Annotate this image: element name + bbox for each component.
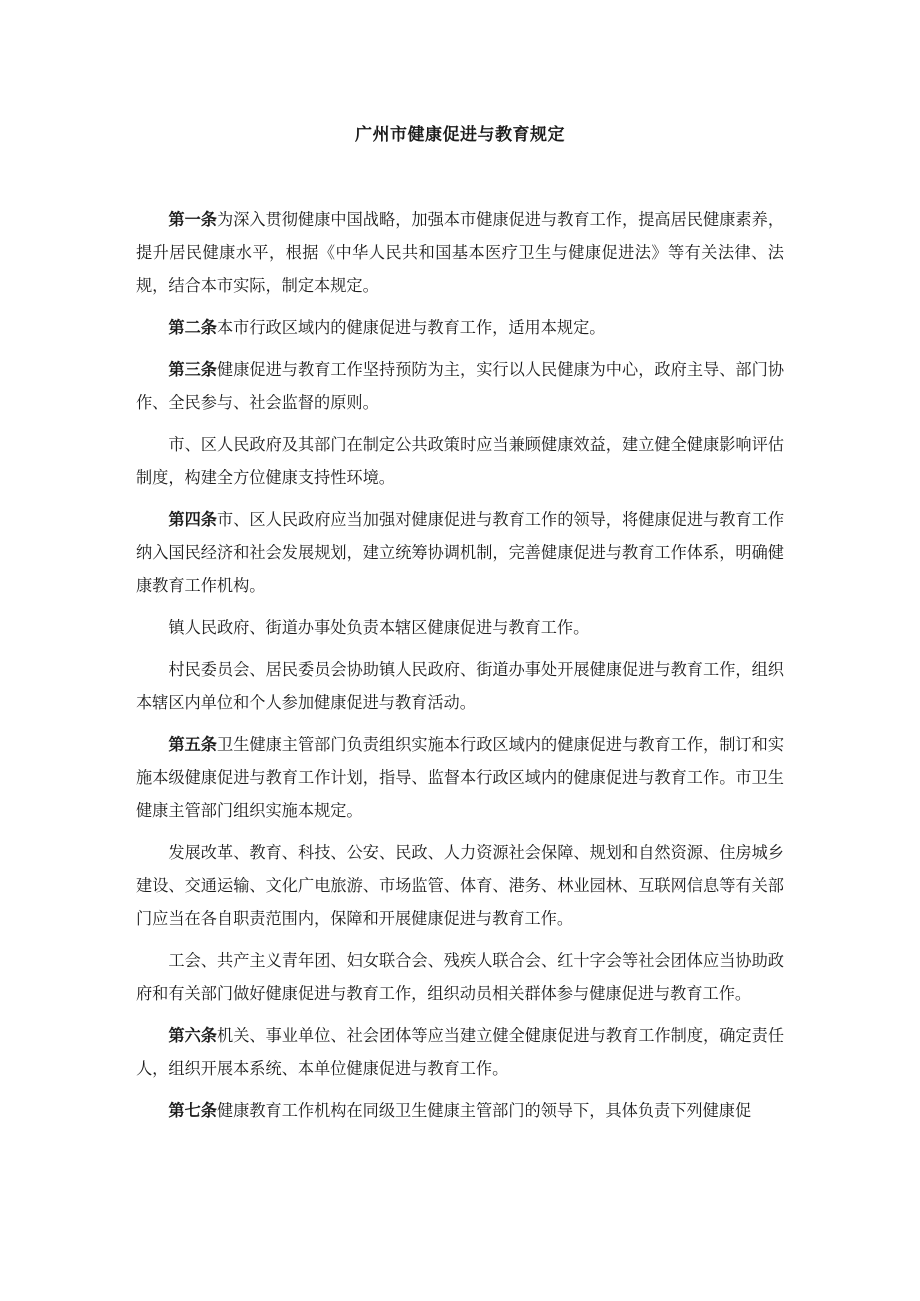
paragraph [136,428,784,494]
document-body [136,203,784,1136]
paragraph-text: 健康教育工作机构在同级卫生健康主管部门的领导下，具体负责下列健康促 [216,1101,752,1120]
paragraph [136,353,784,419]
paragraph-text: 健康促进与教育工作坚持预防为主，实行以人民健康为中心，政府主导、部门协作、全民参与、社会监督的原则。 [136,360,785,412]
article-number: 第七条 [168,1101,217,1120]
document-title: 广州市健康促进与教育规定 [355,125,565,145]
paragraph [136,653,784,719]
article-number: 第五条 [168,735,217,754]
paragraph-text: 镇人民政府、街道办事处负责本辖区健康促进与教育工作。 [168,618,590,637]
article-number: 第四条 [168,510,217,529]
paragraph [136,503,784,602]
paragraph [136,1094,784,1127]
paragraph [136,1019,784,1085]
paragraph-text: 卫生健康主管部门负责组织实施本行政区域内的健康促进与教育工作，制订和实施本级健康促进与教育工作计划，指导、监督本行政区域内的健康促进与教育工作。市卫生健康主管部门组织实施本规定。 [136,735,785,820]
article-number: 第三条 [168,360,217,379]
paragraph-text: 机关、事业单位、社会团体等应当建立健全健康促进与教育工作制度，确定责任人，组织开展本系统、本单位健康促进与教育工作。 [136,1026,785,1078]
paragraph [136,611,784,644]
article-number: 第六条 [168,1026,217,1045]
paragraph-text: 市、区人民政府应当加强对健康促进与教育工作的领导，将健康促进与教育工作纳入国民经济和社会发展规划，建立统筹协调机制，完善健康促进与教育工作体系，明确健康教育工作机构。 [136,510,785,595]
paragraph-text: 本市行政区域内的健康促进与教育工作，适用本规定。 [216,318,606,337]
article-number: 第二条 [168,318,217,337]
paragraph-text: 市、区人民政府及其部门在制定公共政策时应当兼顾健康效益，建立健全健康影响评估制度，构建全方位健康支持性环境。 [136,435,784,487]
paragraph [136,203,784,302]
paragraph-text: 发展改革、教育、科技、公安、民政、人力资源社会保障、规划和自然资源、住房城乡建设、交通运输、文化广电旅游、市场监管、体育、港务、林业园林、互联网信息等有关部门应当在各自职责范围内，保障和开展健康促进与教育工作。 [136,843,784,928]
paragraph [136,728,784,827]
paragraph [136,311,784,344]
paragraph-text: 村民委员会、居民委员会协助镇人民政府、街道办事处开展健康促进与教育工作，组织本辖区内单位和个人参加健康促进与教育活动。 [136,660,784,712]
article-number: 第一条 [168,210,217,229]
paragraph [136,944,784,1010]
paragraph [136,836,784,935]
paragraph-text: 工会、共产主义青年团、妇女联合会、残疾人联合会、红十字会等社会团体应当协助政府和有关部门做好健康促进与教育工作，组织动员相关群体参与健康促进与教育工作。 [136,951,784,1003]
paragraph-text: 为深入贯彻健康中国战略，加强本市健康促进与教育工作，提高居民健康素养，提升居民健康水平，根据《中华人民共和国基本医疗卫生与健康促进法》等有关法律、法规，结合本市实际，制定本规定。 [136,210,785,295]
